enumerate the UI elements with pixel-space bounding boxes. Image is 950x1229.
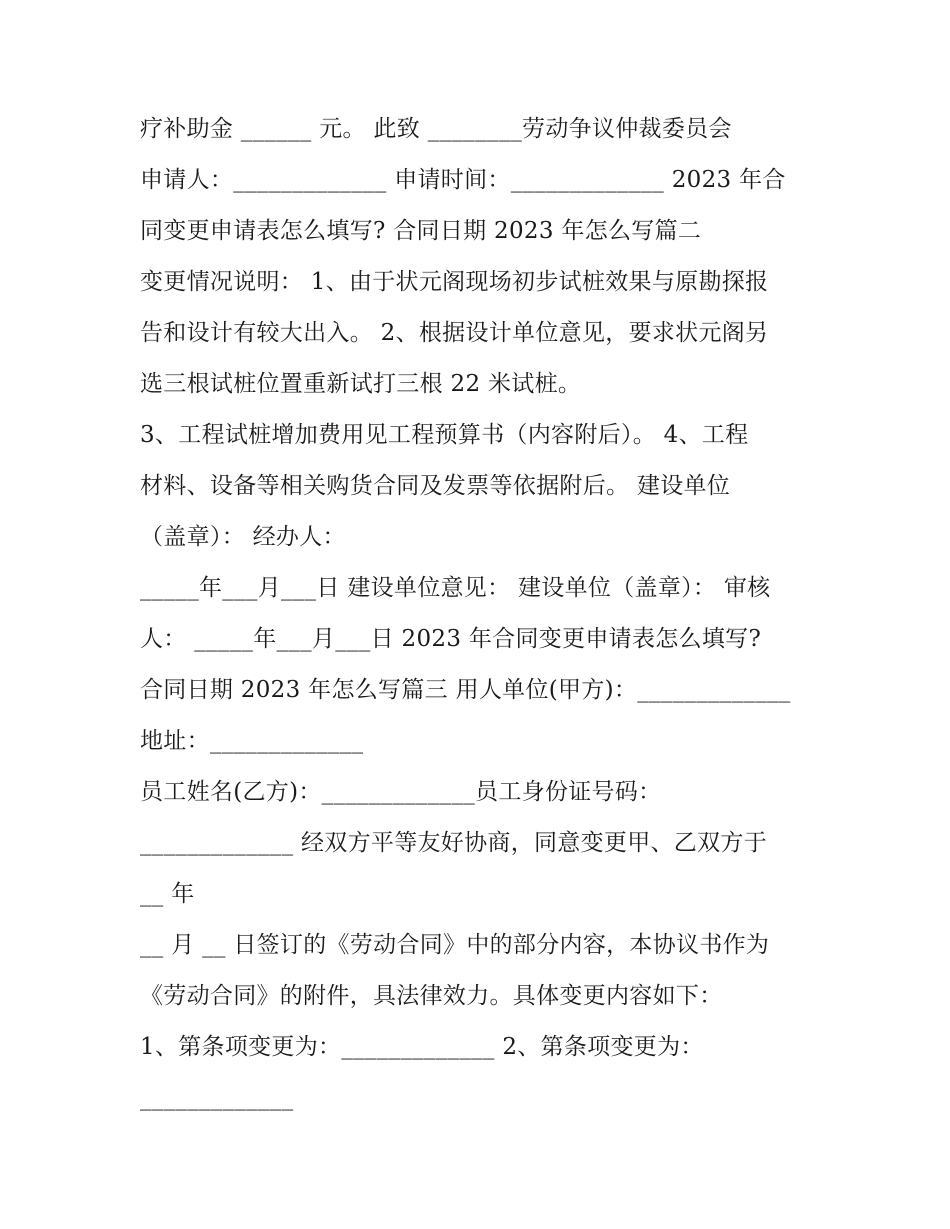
- text-line: 变更情况说明： 1、由于状元阁现场初步试桩效果与原勘探报: [140, 269, 769, 295]
- text-line: 合同日期 2023 年怎么写篇三 用人单位(甲方)：_____________: [140, 677, 791, 703]
- text-line: 员工姓名(乙方)：_____________员工身份证号码：: [140, 779, 662, 805]
- document-body: [140, 104, 820, 1124]
- text-line: 3、工程试桩增加费用见工程预算书（内容附后）。 4、工程: [140, 422, 749, 448]
- text-line: __ 月 __ 日签订的《劳动合同》中的部分内容，本协议书作为: [140, 932, 770, 958]
- text-line: 材料、设备等相关购货合同及发票等依据附后。 建设单位: [140, 473, 731, 499]
- text-line: 选三根试桩位置重新试打三根 22 米试桩。: [140, 371, 582, 397]
- text-line: 疗补助金 ______ 元。 此致 ________劳动争议仲裁委员会: [140, 116, 732, 142]
- text-line: _____________ 经双方平等友好协商，同意变更甲、乙双方于: [140, 830, 768, 856]
- text-line: _____________: [140, 1085, 294, 1111]
- text-line: __ 年: [140, 881, 195, 907]
- text-line: 人： _____年___月___日 2023 年合同变更申请表怎么填写?: [140, 626, 762, 652]
- text-line: 申请人：_____________ 申请时间：_____________ 2023 年合: [140, 167, 786, 193]
- text-line: 地址：_____________: [140, 728, 364, 754]
- text-line: 1、第条项变更为：_____________ 2、第条项变更为：: [140, 1034, 704, 1060]
- text-line: （盖章）： 经办人：: [140, 524, 346, 550]
- text-line: 同变更申请表怎么填写? 合同日期 2023 年怎么写篇二: [140, 218, 702, 244]
- text-line: 告和设计有较大出入。 2、根据设计单位意见，要求状元阁另: [140, 320, 769, 346]
- text-line: _____年___月___日 建设单位意见： 建设单位（盖章）： 审核: [140, 575, 771, 601]
- text-line: 《劳动合同》的附件，具法律效力。具体变更内容如下：: [140, 983, 723, 1009]
